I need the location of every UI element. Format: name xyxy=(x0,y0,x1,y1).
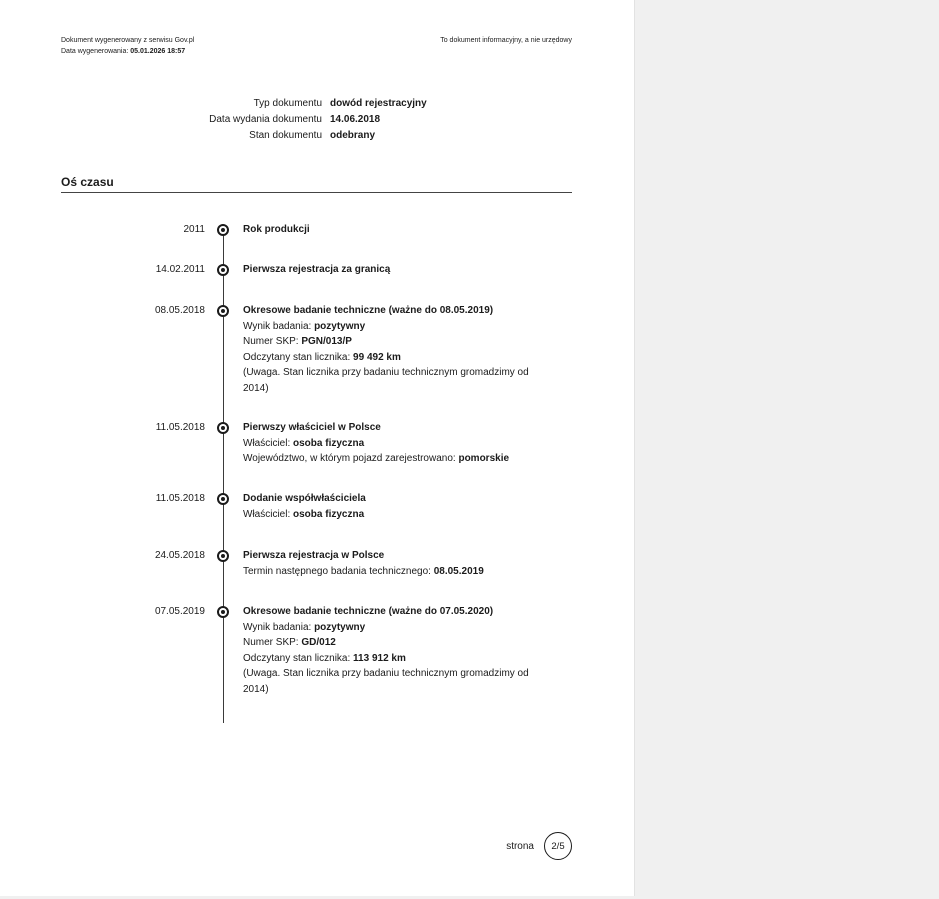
detail-label: Odczytany stan licznika: xyxy=(243,351,354,363)
event-detail xyxy=(243,436,583,452)
detail-label: Właściciel: xyxy=(243,437,294,449)
detail-label: Numer SKP: xyxy=(243,637,302,648)
page-number-badge: 2/5 xyxy=(544,832,572,860)
event-body xyxy=(243,222,553,238)
event-date: 2011 xyxy=(183,224,205,235)
event-detail xyxy=(243,319,553,335)
timeline-dot-icon xyxy=(217,224,229,236)
detail-label: Numer SKP: xyxy=(243,336,302,347)
detail-value: osoba fizyczna xyxy=(293,508,365,520)
meta-label: Typ dokumentu xyxy=(253,98,322,109)
meta-value: dowód rejestracyjny xyxy=(330,98,427,109)
generated-date-label: Data wygenerowania: xyxy=(61,48,131,55)
generated-source: Dokument wygenerowany z serwisu Gov.pl xyxy=(61,37,195,44)
event-date: 08.05.2018 xyxy=(154,305,205,316)
detail-value: 99 492 km xyxy=(353,351,401,363)
event-title: Pierwszy właściciel w Polsce xyxy=(243,422,381,433)
meta-value: 14.06.2018 xyxy=(330,114,381,125)
event-date: 07.05.2019 xyxy=(154,606,205,617)
detail-label: Termin następnego badania technicznego: xyxy=(243,565,434,577)
detail-label: Odczytany stan licznika: xyxy=(243,652,354,664)
page-footer xyxy=(506,832,572,860)
event-title: Dodanie współwłaściciela xyxy=(243,493,366,504)
event-note: (Uwaga. Stan licznika przy badaniu technicznym gromadzimy od 2014) xyxy=(243,668,529,695)
generated-date-value: 05.01.2026 18:57 xyxy=(130,48,186,55)
detail-label: Wynik badania: xyxy=(243,621,315,633)
event-date: 11.05.2018 xyxy=(155,493,205,504)
meta-row-status xyxy=(120,128,500,144)
event-body xyxy=(243,548,553,579)
event-title: Okresowe badanie techniczne (ważne do 07.05.2020) xyxy=(243,606,494,617)
event-body xyxy=(243,303,553,396)
event-body xyxy=(243,491,553,522)
event-body xyxy=(243,262,553,278)
meta-label: Data wydania dokumentu xyxy=(209,114,322,125)
document-meta xyxy=(120,96,500,144)
timeline-dot-icon xyxy=(217,422,229,434)
detail-value: pomorskie xyxy=(458,453,510,464)
detail-value: osoba fizyczna xyxy=(293,437,365,449)
section-divider xyxy=(61,192,572,193)
detail-value: pozytywny xyxy=(314,320,366,332)
timeline-dot-icon xyxy=(217,550,229,562)
event-detail xyxy=(243,451,583,467)
meta-value: odebrany xyxy=(330,130,376,141)
header-left xyxy=(61,35,194,57)
event-date: 24.05.2018 xyxy=(154,550,205,561)
detail-label: Województwo, w którym pojazd zarejestrowano: xyxy=(243,453,459,464)
header-disclaimer: To dokument informacyjny, a nie urzędowy xyxy=(440,37,572,44)
detail-value: PGN/013/P xyxy=(301,336,352,347)
meta-row-issue-date xyxy=(120,112,500,128)
event-note: (Uwaga. Stan licznika przy badaniu technicznym gromadzimy od 2014) xyxy=(243,367,529,394)
event-detail xyxy=(243,334,553,350)
event-title: Pierwsza rejestracja w Polsce xyxy=(243,550,385,561)
timeline-dot-icon xyxy=(217,305,229,317)
event-title: Rok produkcji xyxy=(243,224,310,235)
detail-label: Wynik badania: xyxy=(243,320,315,332)
event-detail xyxy=(243,651,553,667)
event-detail xyxy=(243,350,553,366)
detail-value: pozytywny xyxy=(314,621,366,633)
event-detail xyxy=(243,507,553,523)
detail-label: Właściciel: xyxy=(243,508,294,520)
event-title: Pierwsza rejestracja za granicą xyxy=(243,264,391,275)
detail-value: 113 912 km xyxy=(353,652,406,664)
generated-date xyxy=(61,46,194,57)
event-body xyxy=(243,604,553,697)
section-title: Oś czasu xyxy=(61,175,114,189)
event-detail xyxy=(243,635,553,651)
event-date: 14.02.2011 xyxy=(155,264,205,275)
event-detail xyxy=(243,564,553,580)
timeline-line xyxy=(223,228,224,723)
page-label: strona xyxy=(506,840,534,852)
timeline-dot-icon xyxy=(217,493,229,505)
timeline-dot-icon xyxy=(217,264,229,276)
timeline-dot-icon xyxy=(217,606,229,618)
meta-row-type xyxy=(120,96,500,112)
detail-value: 08.05.2019 xyxy=(433,565,484,577)
meta-label: Stan dokumentu xyxy=(249,130,322,141)
event-body xyxy=(243,420,583,467)
event-title: Okresowe badanie techniczne (ważne do 08.05.2019) xyxy=(243,305,494,316)
event-date: 11.05.2018 xyxy=(155,422,205,433)
event-detail xyxy=(243,620,553,636)
detail-value: GD/012 xyxy=(301,637,336,648)
